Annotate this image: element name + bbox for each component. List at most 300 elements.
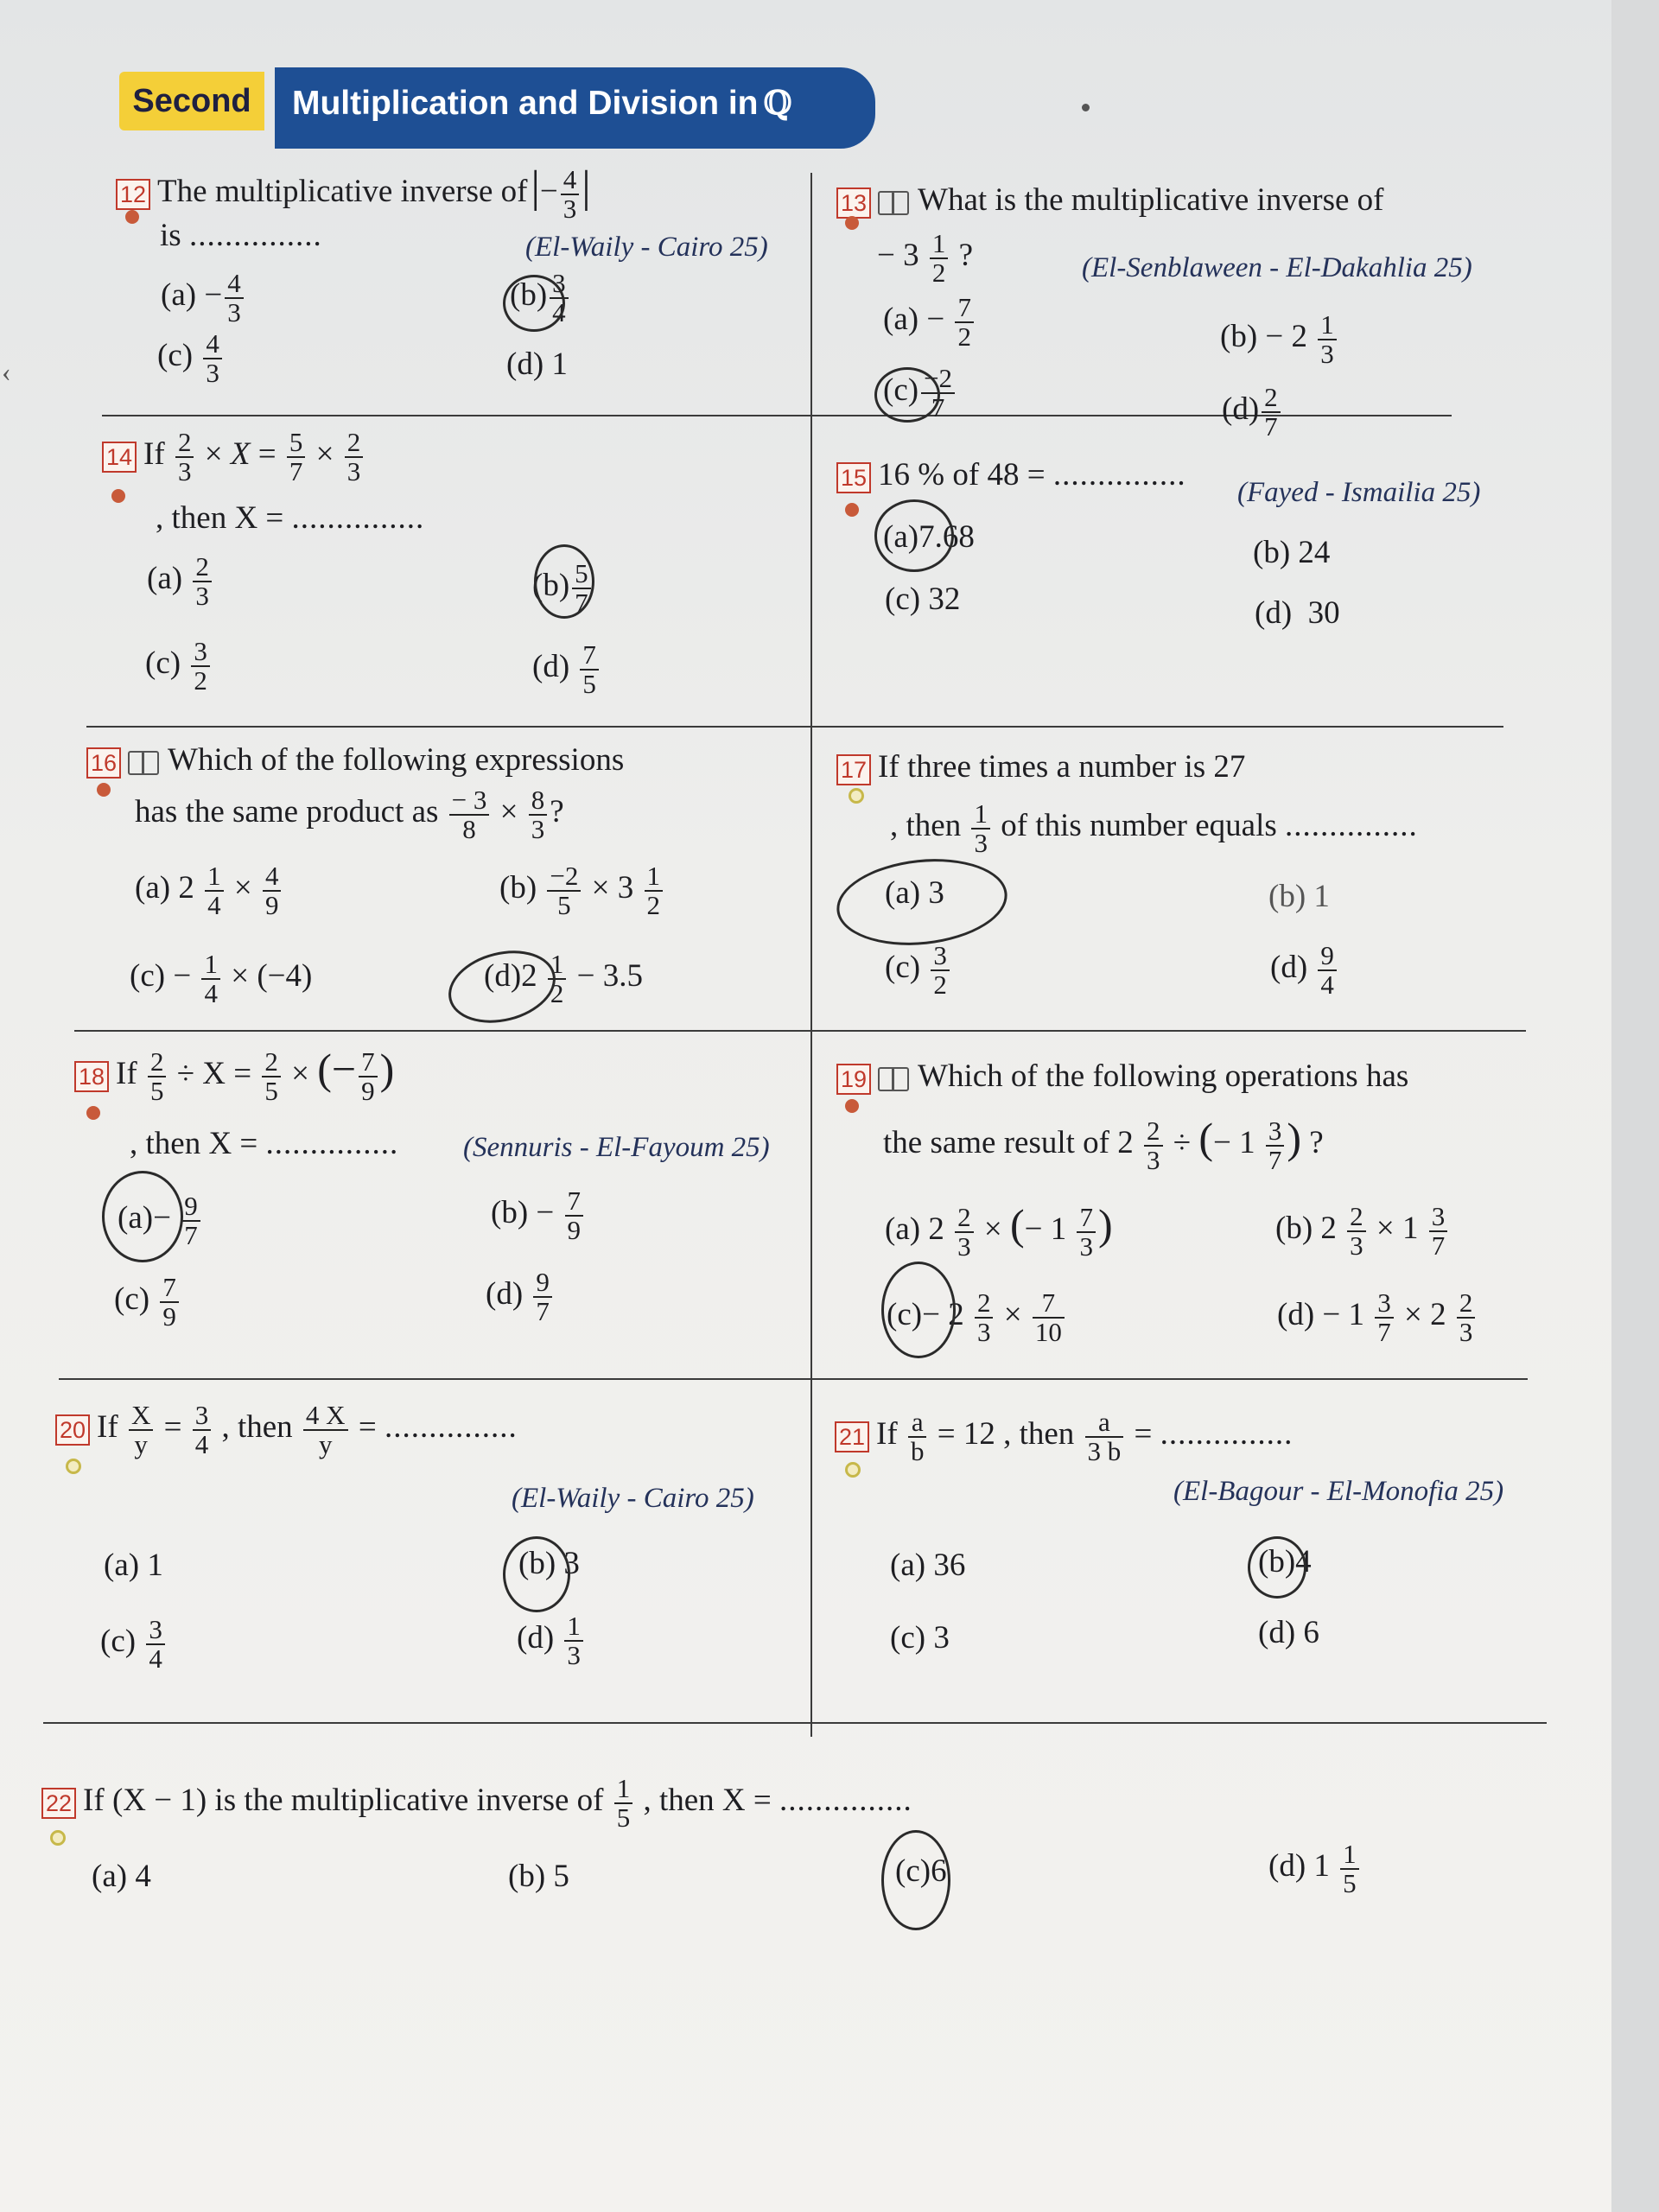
q18-option-d[interactable] <box>486 1268 555 1325</box>
q16-stem <box>86 743 624 779</box>
q14-bullet <box>111 489 125 503</box>
frac-den: 3 <box>1320 338 1334 369</box>
section-title <box>275 67 875 149</box>
option-label: (d) <box>1268 1848 1306 1885</box>
frac-num: 3 <box>931 942 950 971</box>
frac-num: 3 <box>193 1402 212 1431</box>
q20-option-c[interactable] <box>100 1616 168 1672</box>
option-label: (c) <box>100 1624 137 1660</box>
option-frac <box>931 942 950 998</box>
q22-blank: ............... <box>779 1783 912 1819</box>
q21-frac-2 <box>1085 1408 1124 1465</box>
q18-source: (Sennuris - El-Fayoum 25) <box>463 1132 770 1163</box>
option-lead: 2 <box>178 870 194 906</box>
q12-bullet <box>125 210 139 224</box>
option-frac <box>533 1268 552 1325</box>
frac-den: 4 <box>552 296 566 327</box>
option-label: (b) <box>508 1859 546 1894</box>
q12-is-text: is <box>160 218 181 253</box>
q18-option-b[interactable] <box>491 1187 586 1243</box>
option-frac <box>1318 311 1337 367</box>
q16-option-c[interactable] <box>130 950 312 1007</box>
times-symbol: × <box>204 436 223 473</box>
q16-text-2: has the same product as <box>135 794 439 830</box>
option-op: × 1 <box>1376 1211 1419 1247</box>
q13-answer-circle <box>874 367 940 423</box>
q12-text: The multiplicative inverse of <box>157 174 528 209</box>
q16-qmark: ? <box>550 794 564 830</box>
frac-num: − 3 <box>449 786 490 816</box>
q20-stem <box>55 1402 518 1458</box>
q20-frac-2 <box>193 1402 212 1458</box>
option-label: (a) <box>92 1859 128 1894</box>
option-frac <box>547 862 581 918</box>
q22-text: If (X − 1) is the multiplicative inverse of <box>83 1783 604 1819</box>
frac-den: 3 <box>195 580 209 611</box>
q21-option-d[interactable] <box>1258 1614 1319 1651</box>
option-frac-2 <box>1033 1289 1065 1345</box>
q12-minus: − <box>539 174 558 209</box>
frac-num: 5 <box>572 560 591 589</box>
q12-num: 4 <box>561 166 580 195</box>
option-frac <box>1347 1203 1366 1259</box>
q14-frac-1 <box>175 429 194 485</box>
q22-bullet <box>50 1830 66 1846</box>
q19-frac-1 <box>1144 1117 1163 1173</box>
abs-bar: | <box>531 162 540 212</box>
option-label: (c) <box>114 1281 150 1318</box>
option-value: 7.68 <box>918 519 975 555</box>
q14-option-d[interactable] <box>532 641 601 697</box>
q16-text: Which of the following expressions <box>168 742 625 778</box>
q12-is <box>160 219 322 254</box>
variable-x: X <box>230 436 251 473</box>
q14-then-text: , then X = <box>156 500 284 536</box>
q17-text: If three times a number is 27 <box>878 749 1246 785</box>
option-label: (c) <box>885 950 921 986</box>
option-label: (b) <box>1253 535 1291 570</box>
frac-den: y <box>318 1428 333 1459</box>
times-symbol: × <box>983 1211 1002 1247</box>
q15-option-c[interactable] <box>885 581 960 618</box>
q19-option-b[interactable] <box>1275 1203 1450 1259</box>
q14-option-c[interactable] <box>145 638 213 694</box>
option-frac-2 <box>1077 1201 1096 1262</box>
q22-option-d[interactable] <box>1268 1840 1362 1897</box>
q21-stem <box>835 1408 1293 1465</box>
option-label: (d) <box>1277 1297 1315 1333</box>
option-frac <box>160 1274 179 1330</box>
q19-text: Which of the following operations has <box>918 1058 1409 1094</box>
option-value: 3 <box>563 1546 580 1581</box>
q20-option-d[interactable] <box>517 1612 586 1669</box>
option-label: (b) <box>518 1546 556 1581</box>
option-label: (c) <box>885 582 921 617</box>
option-label: (a) <box>147 561 183 597</box>
q21-if: If <box>876 1416 898 1452</box>
frac-num: 1 <box>1318 311 1337 340</box>
option-frac <box>191 638 210 694</box>
q15-stem <box>836 458 1186 493</box>
q17-stem-2 <box>890 800 1418 856</box>
q13-option-b[interactable] <box>1220 311 1339 367</box>
frac-num: 2 <box>955 1204 974 1233</box>
column-divider <box>810 173 812 1737</box>
option-sign: − <box>536 1195 555 1231</box>
frac-num: 3 <box>1429 1203 1448 1232</box>
frac-num: 7 <box>955 294 974 323</box>
divider-row-5 <box>43 1722 1547 1724</box>
q19-stem-2: the same result of 2 $\frac{2}{3}$ ÷ (− 1 $\frac{3}{7}$ ) ? <box>883 1114 1324 1175</box>
equals-symbol: = <box>358 1409 377 1446</box>
q14-answer-circle <box>534 544 594 619</box>
q12-frac <box>561 163 580 224</box>
frac-den: 7 <box>536 1295 550 1326</box>
q14-blank: ............... <box>291 500 425 536</box>
option-label: (c) <box>887 1297 923 1333</box>
option-sign: − <box>926 302 945 338</box>
times-symbol: × <box>233 870 252 906</box>
frac-den: 3 <box>206 357 219 388</box>
q13-lead: − 3 <box>877 238 919 274</box>
q22-option-a[interactable] <box>92 1858 151 1895</box>
option-value: 5 <box>553 1859 569 1894</box>
frac-num: 2 <box>148 1048 167 1077</box>
q15-option-b[interactable] <box>1253 534 1330 571</box>
q13-qmark: ? <box>958 238 974 274</box>
option-value: 6 <box>931 1853 947 1889</box>
option-frac <box>564 1612 583 1669</box>
option-label: (a) <box>135 870 171 906</box>
frac-num: 1 <box>614 1775 633 1804</box>
option-label: (c) <box>890 1620 926 1656</box>
frac-den: b <box>910 1435 925 1466</box>
q18-blank: ............... <box>265 1126 399 1161</box>
frac-den: 9 <box>264 889 279 920</box>
q22-then: , then X = <box>643 1783 772 1819</box>
option-frac <box>975 1289 994 1345</box>
option-label: (c) <box>145 645 181 682</box>
option-value: − 2 <box>1265 319 1308 355</box>
q17-then: , then <box>890 808 962 844</box>
q15-option-d[interactable] <box>1255 594 1340 632</box>
frac-den: 4 <box>194 1428 209 1459</box>
option-frac <box>193 553 212 609</box>
option-lead: 2 <box>521 958 537 995</box>
frac-num: 3 <box>146 1616 165 1645</box>
q17-option-b[interactable] <box>1268 878 1330 915</box>
frac-num: 1 <box>645 862 664 892</box>
option-label: (a) <box>885 1211 921 1247</box>
q20-blank: ............... <box>384 1409 518 1446</box>
stray-dot <box>1082 104 1090 111</box>
option-value: 1 <box>1313 879 1330 914</box>
frac-den: 3 <box>974 827 988 858</box>
option-label: (b) <box>532 568 570 604</box>
q13-option-a[interactable] <box>883 294 976 350</box>
frac-den: 4 <box>149 1643 162 1674</box>
q18-option-c[interactable] <box>114 1274 181 1330</box>
q17-frac <box>971 800 990 856</box>
frac-den: 7 <box>575 587 588 618</box>
frac-num: 1 <box>1340 1840 1359 1870</box>
option-value: 1 <box>147 1548 163 1583</box>
option-label: (d) <box>1222 391 1260 428</box>
frac-den: 5 <box>616 1802 631 1833</box>
q17-bullet <box>849 788 864 804</box>
q17-text-2: of this number equals <box>1001 808 1277 844</box>
q17-blank: ............... <box>1285 808 1418 844</box>
option-frac <box>205 862 224 918</box>
q12-option-c[interactable] <box>157 330 225 386</box>
option-label: (a) <box>161 277 197 314</box>
q12-option-a[interactable] <box>161 270 246 326</box>
frac-num: 3 <box>550 270 569 299</box>
option-label: (c) <box>130 958 166 995</box>
q22-option-b[interactable] <box>508 1858 569 1895</box>
option-label: (d) <box>484 958 522 995</box>
option-label: (b) <box>499 870 537 906</box>
option-label: (d) <box>1258 1615 1296 1650</box>
option-value: 4 <box>135 1859 151 1894</box>
q20-option-a[interactable] <box>104 1547 163 1584</box>
frac-den: 3 <box>531 813 545 844</box>
frac-num: 2 <box>1144 1117 1163 1147</box>
q13-text: What is the multiplicative inverse of <box>918 182 1384 218</box>
frac-num: 9 <box>1318 942 1337 971</box>
option-frac-2 <box>263 862 282 918</box>
times-symbol: × <box>1003 1297 1022 1333</box>
option-lead: 2 <box>1320 1211 1337 1247</box>
equals-symbol: = <box>1134 1416 1153 1452</box>
frac-den: 9 <box>361 1075 375 1106</box>
q19-stem <box>836 1059 1408 1095</box>
option-value: 3 <box>928 875 944 911</box>
q17-option-c[interactable] <box>885 942 952 998</box>
option-sign: − <box>173 958 192 995</box>
q17-option-d[interactable] <box>1270 942 1339 998</box>
frac-den: 7 <box>1268 1144 1282 1175</box>
option-label: (b) <box>1220 319 1258 355</box>
section-title-text: Multiplication and Division in <box>292 85 759 122</box>
option-frac <box>1318 942 1337 998</box>
q14-stem <box>102 429 365 485</box>
book-icon <box>128 751 159 775</box>
q18-if: If <box>116 1056 137 1091</box>
frac-den: 3 <box>1350 1230 1363 1261</box>
option-label: (b) <box>1258 1544 1296 1580</box>
frac-den: 10 <box>1034 1316 1062 1347</box>
q17-number: 17 <box>836 754 871 785</box>
q12-option-d[interactable] <box>506 346 568 383</box>
q14-number: 14 <box>102 442 137 473</box>
option-frac <box>181 1192 200 1249</box>
q16-bullet <box>97 783 111 797</box>
frac-num: a <box>1085 1408 1124 1438</box>
q19-text-2: the same result of 2 <box>883 1125 1134 1160</box>
q13-bullet <box>845 216 859 230</box>
q20-bullet <box>66 1459 81 1474</box>
q15-number: 15 <box>836 462 871 493</box>
q13-source: (El-Senblaween - El-Dakahlia 25) <box>1082 252 1472 283</box>
frac-den: 3 <box>1459 1316 1473 1347</box>
option-value: 24 <box>1298 535 1331 570</box>
q19-option-a[interactable]: (a) 2 $\frac{2}{3}$ × (− 1 $\frac{7}{3}$ ) <box>885 1200 1113 1262</box>
q21-eq: = 12 , then <box>937 1416 1075 1452</box>
frac-num: 2 <box>262 1048 281 1077</box>
option-frac <box>565 1187 584 1243</box>
q21-number: 21 <box>835 1421 869 1452</box>
q16-option-a[interactable] <box>135 862 283 918</box>
option-value: 3 <box>933 1620 950 1656</box>
q16-option-b[interactable] <box>499 862 665 918</box>
q16-number: 16 <box>86 747 121 779</box>
option-value: 36 <box>933 1548 966 1583</box>
q20-if: If <box>97 1409 118 1446</box>
q14-option-a[interactable] <box>147 553 214 609</box>
abs-bar-right: | <box>582 162 591 212</box>
frac-num: 1 <box>205 862 224 892</box>
frac-den: 3 <box>177 455 192 486</box>
q14-frac-3 <box>345 429 364 485</box>
frac-den: 2 <box>646 889 661 920</box>
q21-option-c[interactable] <box>890 1619 950 1656</box>
q12-stem <box>116 162 591 222</box>
q14-then <box>156 501 424 537</box>
option-label: (d) <box>506 346 544 382</box>
q22-number: 22 <box>41 1788 76 1819</box>
frac-den: 5 <box>264 1075 278 1106</box>
option-label: (b) <box>491 1195 529 1231</box>
frac-num: −2 <box>547 862 581 892</box>
frac-den: 7 <box>184 1219 198 1250</box>
q19-frac-2 <box>1266 1117 1285 1173</box>
divide-symbol: ÷ <box>1173 1125 1192 1160</box>
q19-bullet <box>845 1099 859 1113</box>
frac-den: 3 <box>567 1639 581 1670</box>
q18-then-text: , then X = <box>130 1126 258 1161</box>
q14-frac-2 <box>287 429 306 485</box>
q18-frac-2 <box>262 1048 281 1104</box>
option-label: (d) <box>486 1276 524 1313</box>
frac-den: 8 <box>462 813 476 844</box>
option-frac <box>146 1616 165 1672</box>
q13-option-d[interactable] <box>1222 384 1283 440</box>
frac-num: 7 <box>160 1274 179 1303</box>
q19-option-d[interactable] <box>1277 1289 1478 1345</box>
q21-frac-1 <box>908 1408 927 1465</box>
q20-number: 20 <box>55 1414 90 1446</box>
frac-num: 2 <box>1457 1289 1476 1319</box>
q19-lead: − 1 <box>1212 1125 1255 1160</box>
frac-num: 1 <box>930 230 949 259</box>
frac-num: 2 <box>975 1289 994 1319</box>
frac-num: 2 <box>345 429 364 458</box>
q16-stem-2 <box>135 786 564 842</box>
option-lead-2: − 1 <box>1024 1211 1067 1247</box>
frac-den: 7 <box>931 391 945 423</box>
frac-num: 5 <box>287 429 306 458</box>
option-value: 32 <box>928 582 961 617</box>
option-lead: 2 <box>928 1211 944 1247</box>
equals-symbol: = <box>257 436 276 473</box>
frac-den: 9 <box>162 1300 176 1332</box>
option-frac-2 <box>1429 1203 1448 1259</box>
option-label: (a) <box>885 875 921 911</box>
frac-den: 7 <box>289 455 303 486</box>
option-label: (c) <box>883 372 919 409</box>
divider-row-3 <box>74 1030 1526 1032</box>
option-rest: − 3.5 <box>576 958 644 995</box>
q12-den: 3 <box>563 193 577 224</box>
option-label: (a) <box>883 302 919 338</box>
option-value: 4 <box>1295 1544 1312 1580</box>
option-frac <box>203 330 222 386</box>
q20-frac-3 <box>303 1402 348 1458</box>
option-frac <box>955 1201 974 1262</box>
q21-answer-circle <box>1248 1536 1306 1599</box>
q20-then: , then <box>221 1409 293 1446</box>
frac-num: 2 <box>1347 1203 1366 1232</box>
frac-num: 9 <box>533 1268 552 1298</box>
q14-if: If <box>143 436 165 473</box>
option-op: × 3 <box>591 870 634 906</box>
option-frac-2 <box>645 862 664 918</box>
q12-answer-circle <box>503 275 565 332</box>
q13-frac <box>930 230 949 286</box>
q22-stem <box>41 1775 912 1831</box>
q16-frac-2 <box>529 786 548 842</box>
option-frac <box>201 950 220 1007</box>
times-symbol: × <box>291 1056 309 1091</box>
frac-den: 2 <box>931 257 946 288</box>
book-icon <box>878 1067 909 1091</box>
option-sign: − <box>204 277 223 314</box>
option-frac <box>225 270 244 326</box>
frac-den: 5 <box>557 889 571 920</box>
option-label: (a) <box>118 1200 154 1236</box>
q21-bullet <box>845 1462 861 1478</box>
option-label: (a) <box>883 519 919 555</box>
frac-den: 3 <box>346 455 361 486</box>
frac-num: 7 <box>565 1187 584 1217</box>
q19-answer-circle <box>881 1262 956 1358</box>
q21-option-a[interactable] <box>890 1547 965 1584</box>
q20-frac-1 <box>129 1402 153 1458</box>
option-value: 1 <box>1313 1848 1330 1885</box>
frac-den: 3 <box>227 296 241 327</box>
frac-den: 3 <box>957 1230 971 1262</box>
q12-source: (El-Waily - Cairo 25) <box>525 232 768 263</box>
q15-bullet <box>845 503 859 517</box>
option-label: (c) <box>895 1853 931 1889</box>
edge-mark: ‹ <box>2 356 11 387</box>
frac-den: y <box>134 1428 148 1459</box>
frac-num: 2 <box>1262 384 1281 413</box>
q21-blank: ............... <box>1160 1416 1294 1452</box>
q22-answer-circle <box>881 1830 950 1930</box>
q13-number: 13 <box>836 188 871 219</box>
frac-den: 2 <box>933 969 947 1000</box>
q12-blank: ............... <box>188 218 322 253</box>
frac-num: 1 <box>548 950 567 980</box>
q18-frac-1 <box>148 1048 167 1104</box>
section-tag: Second <box>119 72 264 130</box>
frac-num: 8 <box>529 786 548 816</box>
frac-den: 3 <box>976 1316 991 1347</box>
option-lead: − 2 <box>922 1297 964 1333</box>
q12-number: 12 <box>116 179 150 210</box>
